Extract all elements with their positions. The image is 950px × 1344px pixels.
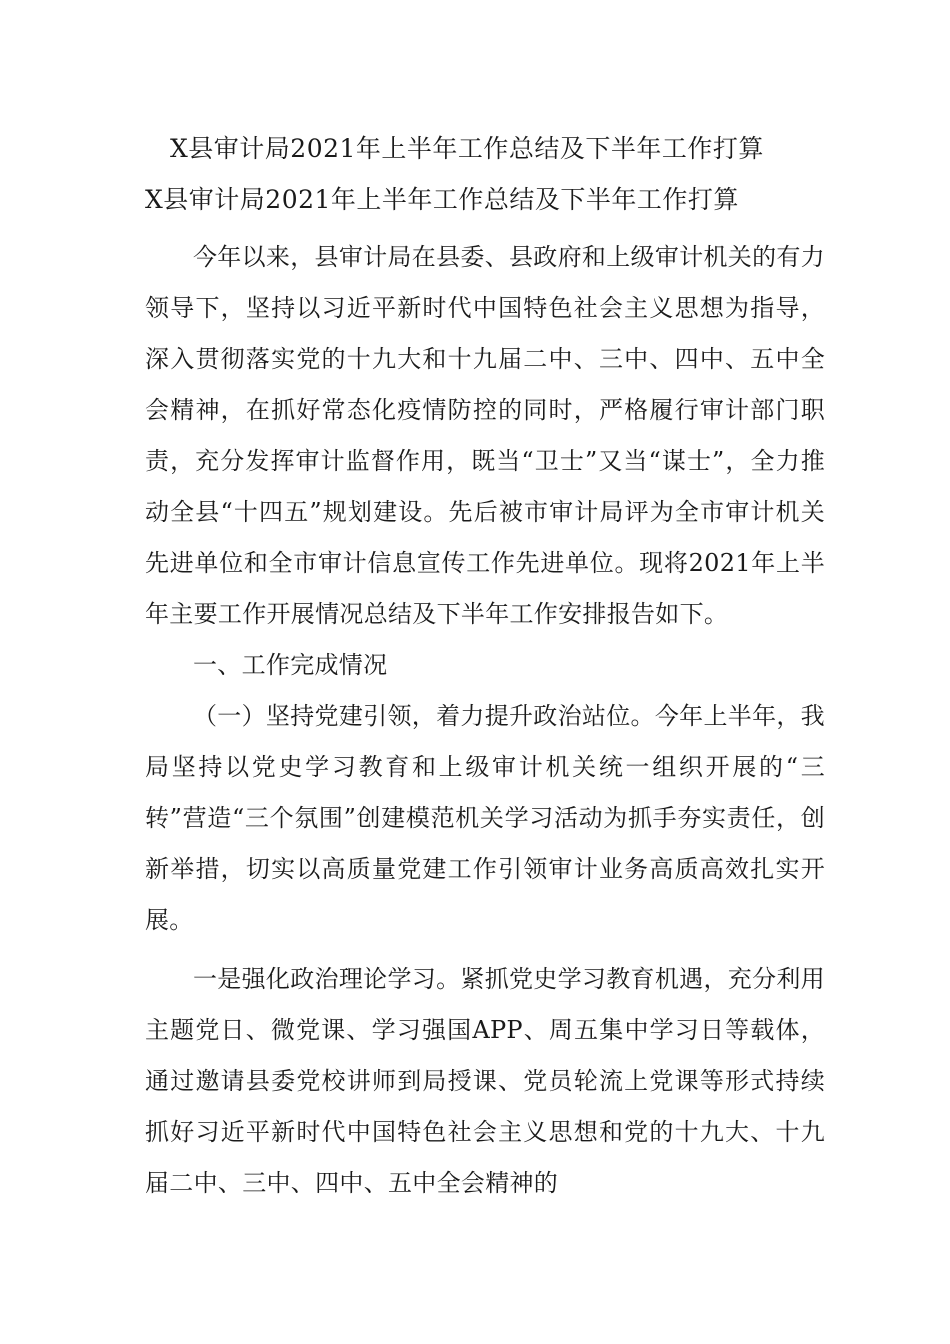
paragraph-party-building: （一）坚持党建引领，着力提升政治站位。今年上半年，我局坚持以党史学习教育和上级审计机关统一组织开展的“三转”营造“三个氛围”创建模范机关学习活动为抓手夯实责任，创新举措，切实以高质量党建工作引领审计业务高质高效扎实开展。 [145,702,825,934]
document-title-line-1: X县审计局2021年上半年工作总结及下半年工作打算 [170,134,764,163]
document-title-line-2: X县审计局2021年上半年工作总结及下半年工作打算 [145,185,739,214]
section-heading: 一、工作完成情况 [193,651,388,679]
paragraph-intro: 今年以来，县审计局在县委、县政府和上级审计机关的有力领导下，坚持以习近平新时代中国特色社会主义思想为指导，深入贯彻落实党的十九大和十九届二中、三中、四中、五中全会精神，在抓好常态化疫情防控的同时，严格履行审计部门职责，充分发挥审计监督作用，既当“卫士”又当“谋士”，全力推动全县“十四五”规划建设。先后被市审计局评为全市审计机关先进单位和全市审计信息宣传工作先进单位。现将2021年上半年主要工作开展情况总结及下半年工作安排报告如下。 [145,243,825,628]
paragraph-theory-study: 一是强化政治理论学习。紧抓党史学习教育机遇，充分利用主题党日、微党课、学习强国APP、周五集中学习日等载体，通过邀请县委党校讲师到局授课、党员轮流上党课等形式持续抓好习近平新时代中国特色社会主义思想和党的十九大、十九届二中、三中、四中、五中全会精神的 [145,965,825,1197]
document-body [145,232,825,1209]
